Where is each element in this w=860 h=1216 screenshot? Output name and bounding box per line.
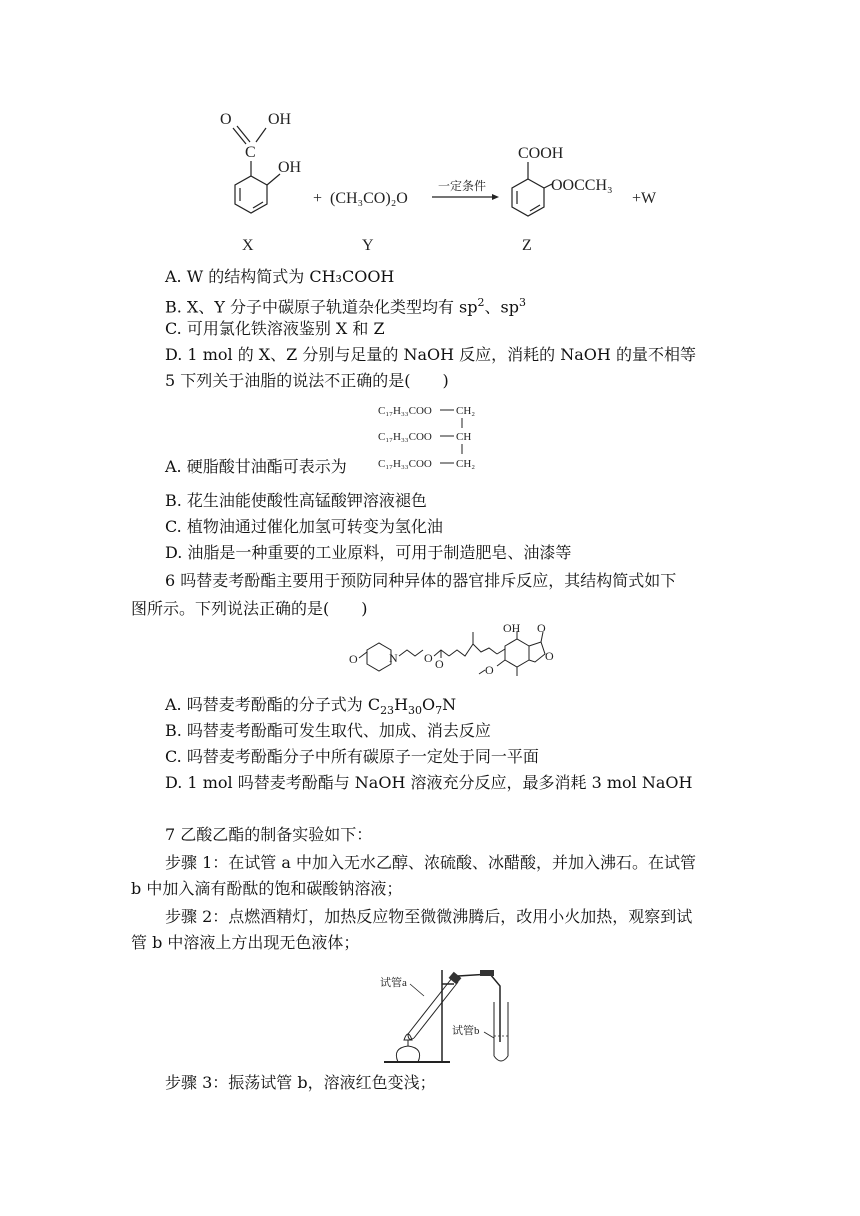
q6-stem-line2: 图所示。下列说法正确的是( ) — [131, 599, 368, 618]
q6-sub-o: 7 — [435, 704, 443, 718]
q5-option-d: D. 油脂是一种重要的工业原料，可用于制造肥皂、油漆等 — [165, 543, 572, 562]
q6-sub-c: 23 — [380, 704, 395, 718]
q4-option-b — [165, 292, 526, 318]
lactone-carbonyl-o: O — [537, 622, 546, 635]
q5-option-a: A. 硬脂酸甘油酯可表示为 — [165, 457, 347, 476]
formula-row1: C₁₇H₃₃COO — [378, 405, 432, 417]
compound-label-z: Z — [522, 237, 532, 254]
q6-option-a-text: A. 吗替麦考酚酯的分子式为 C — [165, 695, 381, 714]
q6-sub-h: 30 — [408, 704, 423, 718]
q5-option-b: B. 花生油能使酸性高锰酸钾溶液褪色 — [165, 491, 427, 510]
mycophenolate-structure — [345, 622, 565, 692]
formula-row1-end: CH₂ — [456, 405, 476, 417]
q7-step2-line1: 步骤 2：点燃酒精灯，加热反应物至微微沸腾后，改用小火加热，观察到试 — [165, 907, 693, 926]
q6-option-c: C. 吗替麦考酚酯分子中所有碳原子一定处于同一平面 — [165, 747, 539, 766]
x-oh-ring-label: OH — [278, 159, 302, 176]
morpholine-o: O — [349, 652, 358, 666]
label-tube-b: 试管b — [452, 1025, 480, 1037]
lactone-ring-o: O — [545, 649, 554, 663]
q7-step3: 步骤 3：振荡试管 b，溶液红色变浅； — [165, 1073, 436, 1092]
q5-stem: 5 下列关于油脂的说法不正确的是( ) — [165, 371, 449, 390]
morpholine-n: N — [389, 651, 398, 665]
formula-row2-end: CH — [456, 431, 472, 443]
reaction-scheme-figure — [200, 100, 680, 260]
apparatus-diagram — [380, 962, 530, 1068]
q6-option-b: B. 吗替麦考酚酯可发生取代、加成、消去反应 — [165, 721, 491, 740]
ester-o-carbonyl: O — [435, 657, 444, 671]
methoxy-o: O — [485, 663, 494, 677]
q6-stem-line1: 6 吗替麦考酚酯主要用于预防同种异体的器官排斥反应，其结构简式如下 — [165, 571, 677, 590]
phenol-oh: OH — [503, 622, 521, 635]
q5-option-c: C. 植物油通过催化加氢可转变为氢化油 — [165, 517, 443, 536]
plus-sign: + — [313, 190, 323, 207]
q4-option-b-sup2: 3 — [518, 296, 526, 309]
q6-n: N — [442, 695, 457, 714]
x-o-label: O — [220, 111, 232, 128]
formula-row2: C₁₇H₃₃COO — [378, 431, 432, 443]
formula-row3: C₁₇H₃₃COO — [378, 458, 432, 470]
q6-option-a — [165, 694, 456, 722]
q4-option-a: A. W 的结构简式为 CH₃COOH — [165, 267, 395, 286]
compound-label-x: X — [242, 237, 254, 254]
q4-option-b-mid: 、sp — [484, 297, 519, 317]
q6-o: O — [422, 695, 436, 714]
reagent-y: (CH₃CO)₂O — [330, 190, 408, 207]
q7-step1-line1: 步骤 1：在试管 a 中加入无水乙醇、浓硫酸、冰醋酸，并加入沸石。在试管 — [165, 853, 696, 872]
glyceride-formula — [378, 398, 498, 474]
z-cooh-label: COOH — [518, 145, 564, 162]
x-oh-top-label: OH — [268, 111, 292, 128]
formula-row3-end: CH₂ — [456, 458, 476, 470]
reaction-condition: 一定条件 — [438, 179, 487, 193]
compound-label-y: Y — [362, 237, 374, 254]
x-c-label: C — [245, 144, 256, 161]
q7-stem: 7 乙酸乙酯的制备实验如下： — [165, 825, 373, 844]
q6-option-d: D. 1 mol 吗替麦考酚酯与 NaOH 溶液充分反应，最多消耗 3 mol NaOH — [165, 773, 693, 792]
z-ester-label: OOCCH₃ — [551, 177, 613, 194]
q4-option-d: D. 1 mol 的 X、Z 分别与足量的 NaOH 反应，消耗的 NaOH 的量不相等 — [165, 345, 696, 364]
q7-step1-line2: b 中加入滴有酚酞的饱和碳酸钠溶液； — [131, 879, 403, 898]
q7-step2-line2: 管 b 中溶液上方出现无色液体； — [131, 933, 360, 952]
q4-option-b-text: B. X、Y 分子中碳原子轨道杂化类型均有 sp — [165, 297, 478, 317]
q4-option-b-sup1: 2 — [477, 296, 485, 309]
q4-option-c: C. 可用氯化铁溶液鉴别 X 和 Z — [165, 319, 385, 338]
label-tube-a: 试管a — [380, 977, 407, 989]
ester-o-chain: O — [424, 651, 433, 665]
plus-w: +W — [632, 190, 657, 207]
q6-h: H — [394, 695, 409, 714]
